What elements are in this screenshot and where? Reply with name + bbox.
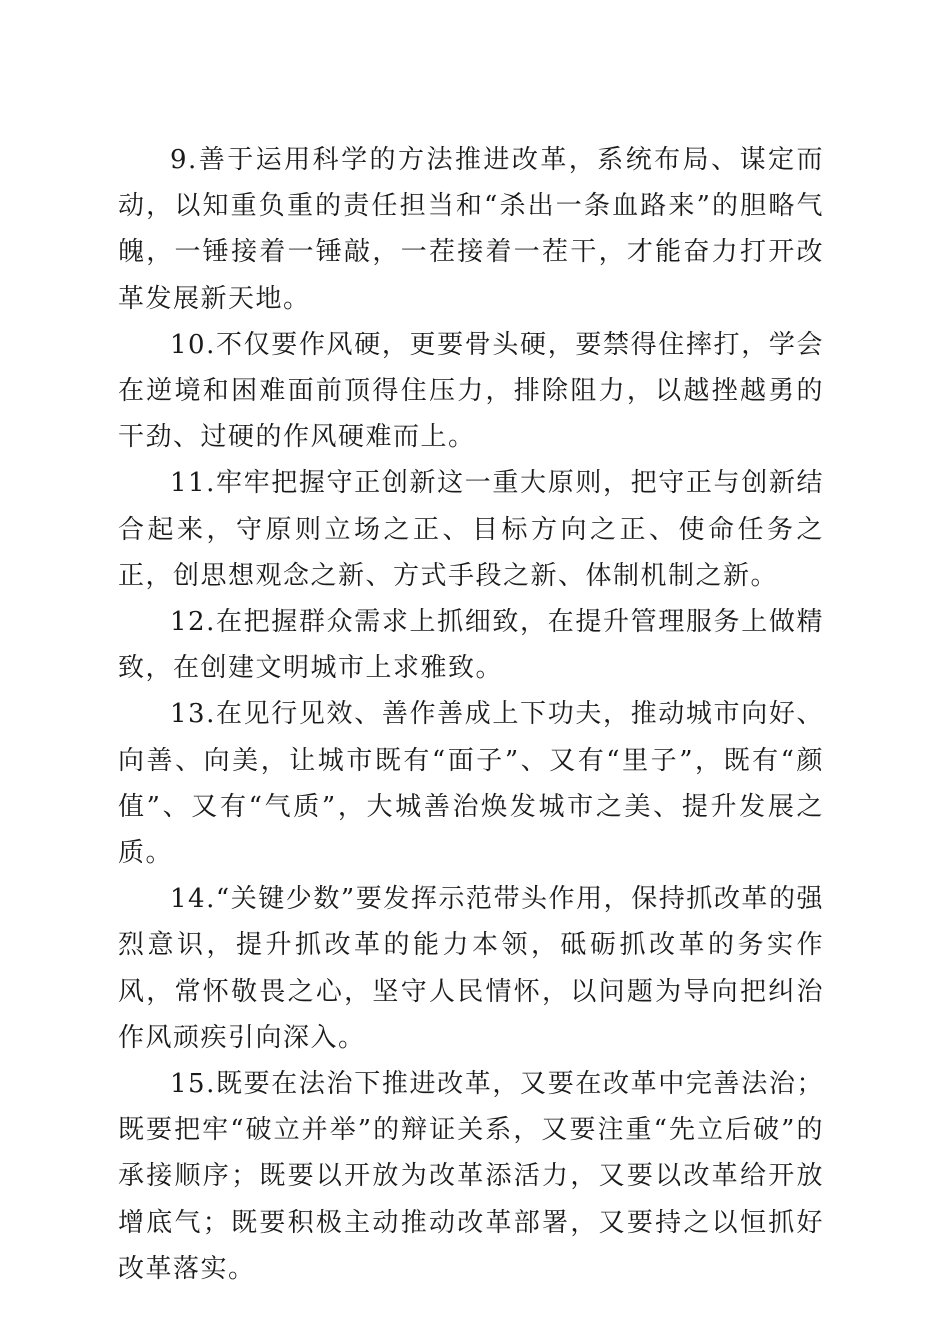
paragraph-11: 11.牢牢把握守正创新这一重大原则，把守正与创新结合起来，守原则立场之正、目标方向之正、使命任务之正，创思想观念之新、方式手段之新、体制机制之新。 — [118, 468, 824, 591]
paragraph-9: 9.善于运用科学的方法推进改革，系统布局、谋定而动，以知重负重的责任担当和“杀出一条血路来”的胆略气魄，一锤接着一锤敲，一茬接着一茬干，才能奋力打开改革发展新天地。 — [118, 145, 824, 314]
paragraph-13: 13.在见行见效、善作善成上下功夫，推动城市向好、向善、向美，让城市既有“面子”、又有“里子”，既有“颜值”、又有“气质”，大城善治焕发城市之美、提升发展之质。 — [118, 699, 824, 869]
paragraph-12: 12.在把握群众需求上抓细致，在提升管理服务上做精致，在创建文明城市上求雅致。 — [118, 607, 824, 684]
paragraph-10: 10.不仅要作风硬，更要骨头硬，要禁得住摔打，学会在逆境和困难面前顶得住压力，排除阻力，以越挫越勇的干劲、过硬的作风硬难而上。 — [118, 329, 824, 453]
paragraph-15: 15.既要在法治下推进改革，又要在改革中完善法治；既要把牢“破立并举”的辩证关系，又要注重“先立后破”的承接顺序；既要以开放为改革添活力，又要以改革给开放增底气；既要积极主动推动改革部署，又要持之以恒抓好改革落实。 — [118, 1069, 824, 1284]
document-body — [118, 137, 824, 1292]
paragraph-14: 14.“关键少数”要发挥示范带头作用，保持抓改革的强烈意识，提升抓改革的能力本领，砥砺抓改革的务实作风，常怀敬畏之心，坚守人民情怀，以问题为导向把纠治作风顽疾引向深入。 — [118, 884, 824, 1053]
